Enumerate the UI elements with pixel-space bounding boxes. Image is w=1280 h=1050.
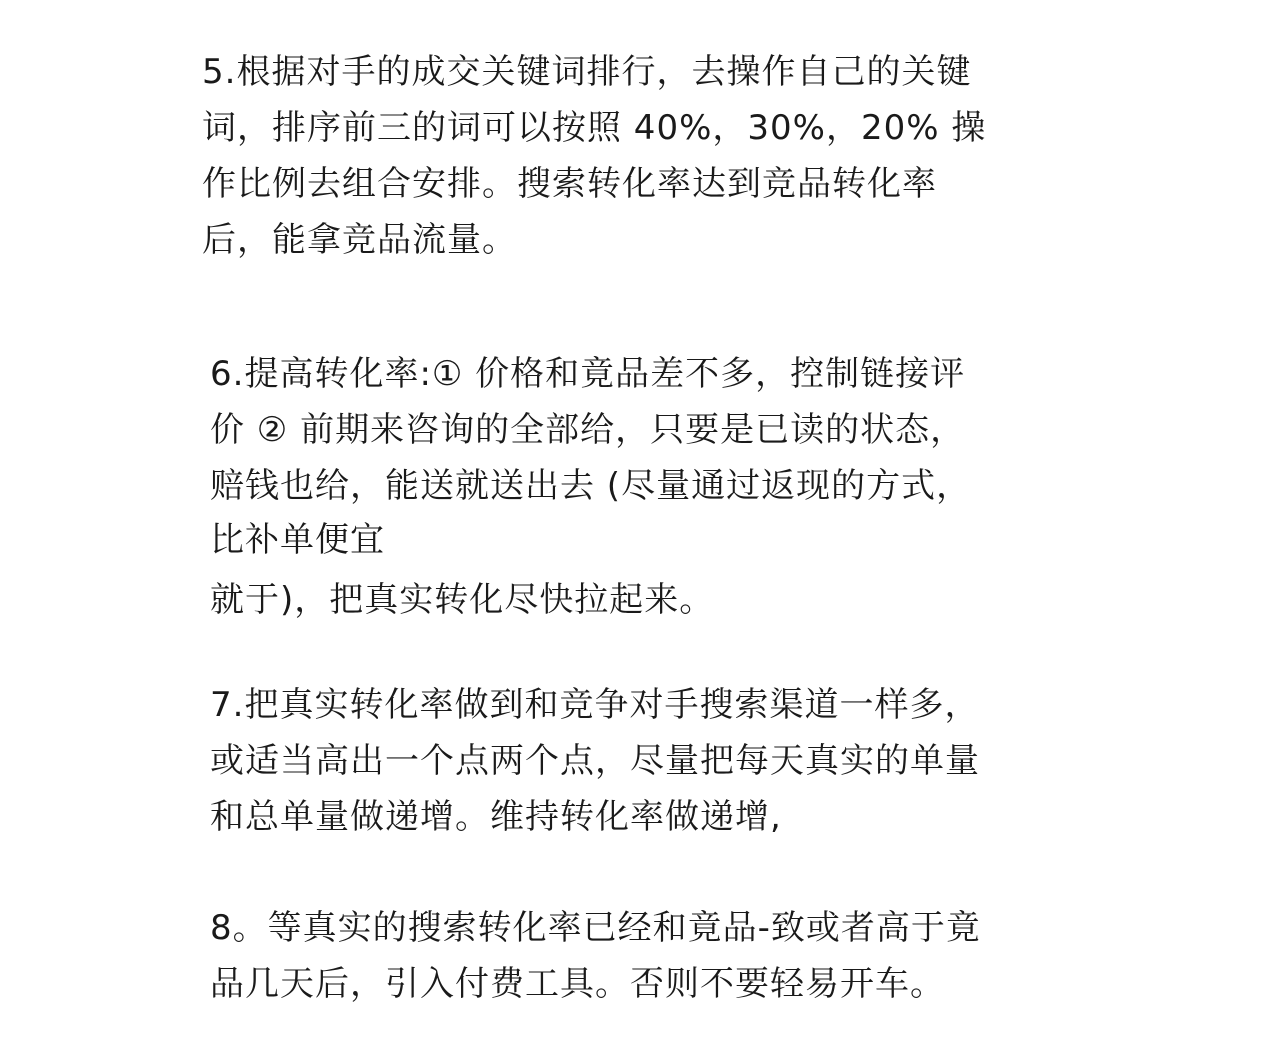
paragraph-line: 8。等真实的搜索转化率已经和竟品-致或者高于竟 — [210, 908, 981, 948]
paragraph-line: 比补单便宜 — [210, 520, 385, 560]
paragraph-line: 作比例去组合安排。搜索转化率达到竞品转化率 — [202, 164, 937, 204]
paragraph-line: 5.根据对手的成交关键词排行，去操作自己的关键 — [202, 52, 972, 92]
paragraph-line: 6.提高转化率:① 价格和竟品差不多，控制链接评 — [210, 354, 966, 394]
paragraph-line: 和总单量做递增。维持转化率做递增, — [210, 797, 782, 837]
paragraph-line: 品几天后，引入付费工具。否则不要轻易开车。 — [210, 964, 945, 1004]
paragraph-line: 7.把真实转化率做到和竞争对手搜索渠道一样多， — [210, 685, 980, 725]
paragraph-line: 就于)，把真实转化尽快拉起来。 — [210, 580, 715, 620]
paragraph-7 — [210, 677, 1110, 845]
paragraph-6 — [210, 346, 1110, 628]
paragraph-line: 赔钱也给，能送就送出去 (尽量通过返现的方式， — [210, 466, 972, 506]
paragraph-line: 价 ② 前期来咨询的全部给，只要是已读的状态， — [210, 410, 966, 450]
paragraph-line: 词，排序前三的词可以按照 40%，30%，20% 操 — [202, 108, 987, 148]
paragraph-8 — [210, 900, 1110, 1012]
paragraph-line: 后，能拿竞品流量。 — [202, 220, 517, 260]
paragraph-5 — [202, 44, 1102, 268]
paragraph-line: 或适当高出一个点两个点，尽量把每天真实的单量 — [210, 741, 980, 781]
